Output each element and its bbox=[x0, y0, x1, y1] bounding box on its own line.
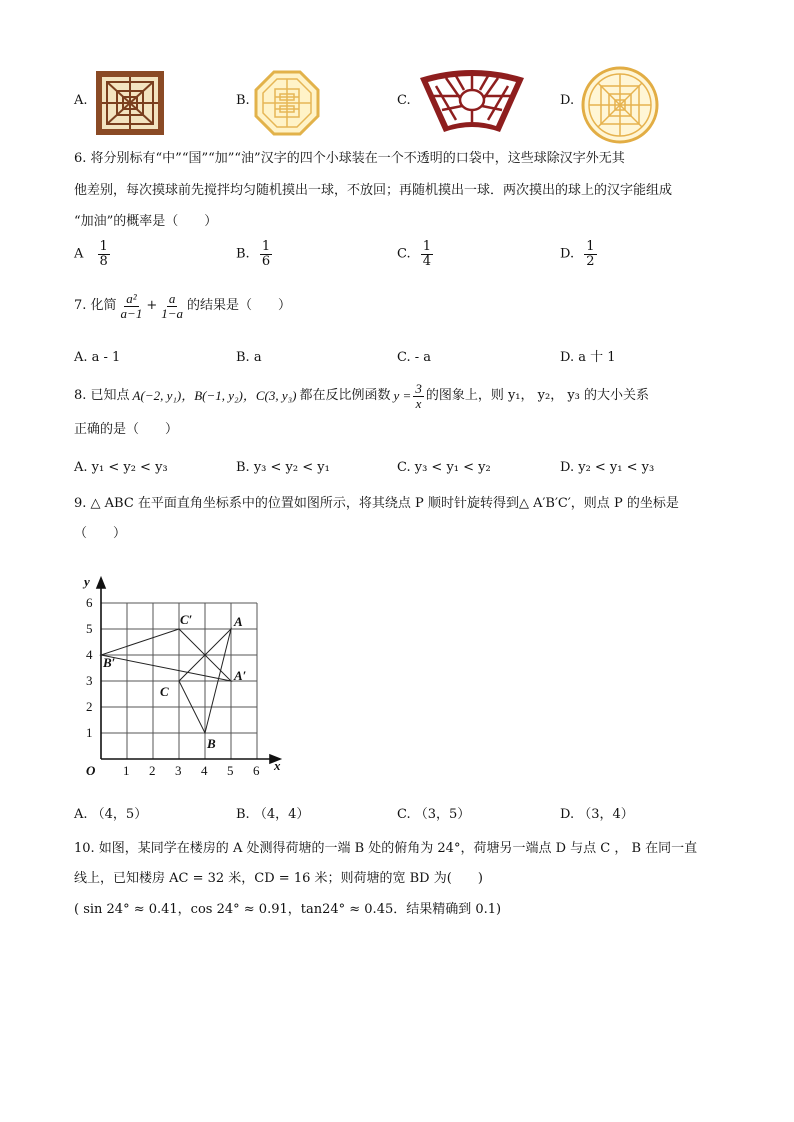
q7-option-d: D. a 十 1 bbox=[560, 350, 616, 365]
q8-option-c: C. y₃ < y₁ < y₂ bbox=[397, 460, 491, 475]
q9-option-c: C. （3，5） bbox=[397, 807, 471, 822]
q10-line-2: 线上，已知楼房 AC = 32 米，CD = 16 米；则荷塘的宽 BD 为( ) bbox=[74, 871, 483, 886]
q9-y-tick-3: 3 bbox=[86, 673, 93, 688]
q6-option-b-label: B. bbox=[236, 246, 250, 262]
q9-y-tick-2: 2 bbox=[86, 699, 93, 714]
q6-option-d-fraction: $\frac{1}{2}$ bbox=[586, 239, 595, 269]
q8-option-b: B. y₃ < y₂ < y₁ bbox=[236, 460, 330, 475]
q6-option-c bbox=[397, 240, 435, 268]
q7-prefix: 7. 化简 bbox=[74, 298, 117, 314]
q9-label-origin: O bbox=[86, 763, 96, 778]
q9-label-B1: B′ bbox=[103, 655, 116, 670]
q9-label-C: C bbox=[160, 684, 169, 699]
q9-label-C1: C′ bbox=[180, 612, 193, 627]
q6-option-b-fraction: $\frac{1}{6}$ bbox=[261, 239, 271, 269]
q9-y-tick-4: 4 bbox=[86, 647, 93, 662]
q9-axes bbox=[97, 578, 280, 763]
q10-line-3: ( sin 24° ≈ 0.41，cos 24° ≈ 0.91，tan24° ≈ 0.45．结果精确到 0.1) bbox=[74, 902, 502, 917]
q7-option-b: B. a bbox=[236, 350, 262, 365]
q9-label-B: B bbox=[207, 736, 216, 751]
q9-stem-line-1: 9. △ ABC 在平面直角坐标系中的位置如图所示，将其绕点 P 顺时针旋转得到△ A′B′C′，则点 P 的坐标是 bbox=[74, 496, 679, 511]
q8-points: A(−2, y₁)，B(−1, y₂)，C(3, y₃) bbox=[132, 388, 297, 404]
q9-x-tick-5: 5 bbox=[227, 763, 234, 778]
q9-x-tick-3: 3 bbox=[175, 763, 182, 778]
q9-option-a: A. （4，5） bbox=[74, 807, 148, 822]
q8-function-lhs: y = bbox=[393, 388, 412, 404]
q7-fraction-2: $\frac{a}{1-a}$ bbox=[161, 291, 184, 321]
q9-x-tick-6: 6 bbox=[253, 763, 260, 778]
q9-y-tick-6: 6 bbox=[86, 595, 93, 610]
q6-line-3: “加油”的概率是（ ） bbox=[74, 214, 218, 229]
q6-option-c-fraction: $\frac{1}{4}$ bbox=[422, 239, 432, 269]
q7-plus: + bbox=[146, 298, 158, 314]
q8-function-fraction: $\frac{3}{x}$ bbox=[415, 381, 422, 411]
fan-lattice-window-icon bbox=[416, 68, 528, 136]
q9-y-tick-1: 1 bbox=[86, 725, 93, 740]
q5-option-a-label: A. bbox=[74, 93, 88, 108]
round-lattice-window-icon bbox=[581, 66, 659, 144]
q7-option-a: A. a - 1 bbox=[74, 350, 121, 365]
q6-line-2: 他差别，每次摸球前先搅拌均匀随机摸出一球，不放回；再随机摸出一球．两次摸出的球上的汉字能组成 bbox=[74, 183, 673, 198]
q9-label-A: A bbox=[234, 614, 243, 629]
q9-x-tick-4: 4 bbox=[201, 763, 208, 778]
octagon-lattice-window-icon bbox=[254, 70, 320, 136]
q6-option-a-label: A bbox=[74, 246, 84, 262]
q9-y-tick-5: 5 bbox=[86, 621, 93, 636]
q9-label-y-axis: y bbox=[84, 574, 90, 589]
q8-stem-line-1 bbox=[74, 382, 649, 410]
q9-option-b: B. （4，4） bbox=[236, 807, 310, 822]
q8-stem-suffix: 的图象上，则 y₁， y₂， y₃ 的大小关系 bbox=[425, 388, 650, 404]
q6-option-d-label: D. bbox=[560, 246, 575, 262]
q8-stem-line-2: 正确的是（ ） bbox=[74, 422, 179, 437]
q9-x-tick-1: 1 bbox=[123, 763, 130, 778]
q9-label-A1: A′ bbox=[234, 668, 247, 683]
q7-stem bbox=[74, 292, 291, 320]
q9-label-x-axis: x bbox=[274, 758, 281, 773]
q8-prefix: 8. 已知点 bbox=[74, 388, 130, 404]
q5-option-c-label: C. bbox=[397, 93, 411, 108]
q7-fraction-1: $\frac{\text{a²}}{a-1}$ bbox=[120, 291, 143, 321]
q9-stem-line-2: （ ） bbox=[74, 526, 127, 541]
q9-x-tick-2: 2 bbox=[149, 763, 156, 778]
q6-line-1: 6. 将分别标有“中”“国”“加”“油”汉字的四个小球装在一个不透明的口袋中，这些球除汉字外无其 bbox=[74, 151, 625, 166]
q9-option-d: D. （3，4） bbox=[560, 807, 634, 822]
q7-option-c: C. - a bbox=[397, 350, 432, 365]
square-lattice-window-icon bbox=[95, 70, 165, 136]
q5-option-d-label: D. bbox=[560, 93, 575, 108]
q8-option-d: D. y₂ < y₁ < y₃ bbox=[560, 460, 655, 475]
q9-coordinate-graph bbox=[76, 570, 296, 780]
q6-option-a-fraction: $\frac{1}{8}$ bbox=[99, 239, 108, 269]
q10-line-1: 10. 如图，某同学在楼房的 A 处测得荷塘的一端 B 处的俯角为 24°，荷塘另一端点 D 与点 C ， B 在同一直 bbox=[74, 841, 698, 856]
q6-option-c-label: C. bbox=[397, 246, 411, 262]
q6-option-d bbox=[560, 240, 599, 268]
q5-option-b-label: B. bbox=[236, 93, 250, 108]
q8-option-a: A. y₁ < y₂ < y₃ bbox=[74, 460, 168, 475]
q8-function-text: 都在反比例函数 bbox=[299, 388, 391, 404]
q7-suffix: 的结果是（ ） bbox=[187, 298, 292, 314]
q6-option-a bbox=[74, 240, 112, 268]
q6-option-b bbox=[236, 240, 274, 268]
